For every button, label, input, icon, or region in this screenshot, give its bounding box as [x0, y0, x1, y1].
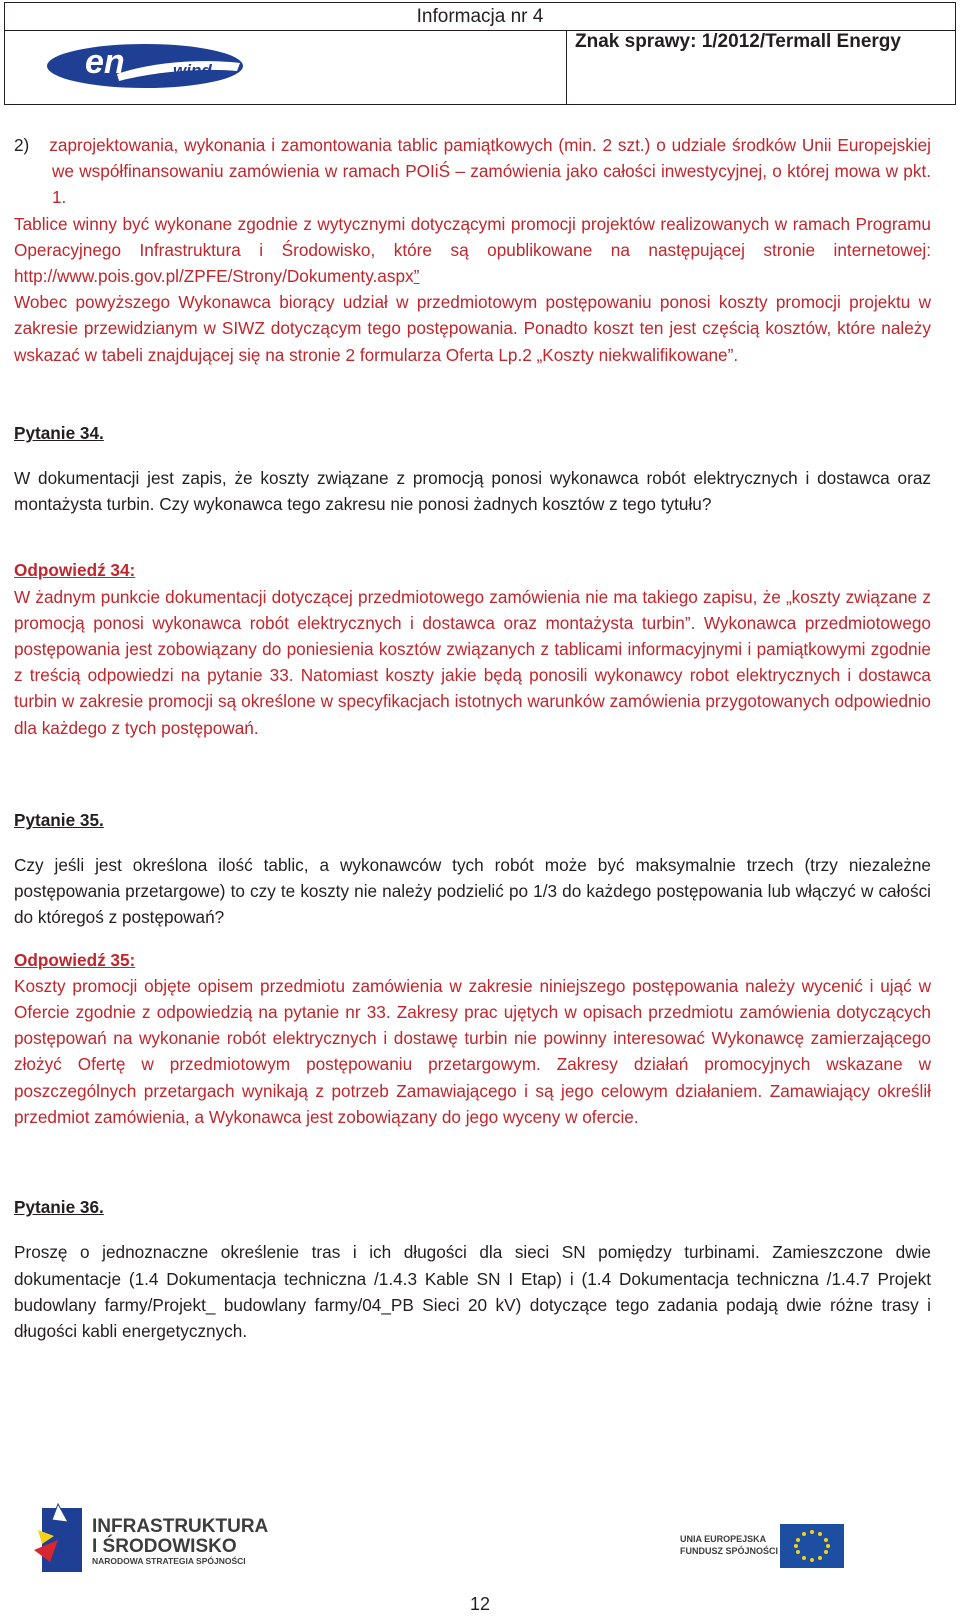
- question-34-text: W dokumentacji jest zapis, że koszty związane z promocją ponosi wykonawca robót elektrycznych i dostawca oraz montażysta turbin. Czy wykonawca tego zakresu nie ponosi żadnych kosztów z tego tytułu?: [14, 468, 931, 515]
- logo-text-wind: wind: [173, 61, 212, 80]
- promo-paragraph-tail: ”: [413, 266, 420, 287]
- ie-line1: INFRASTRUKTURA: [92, 1516, 269, 1537]
- ie-line2: I ŚRODOWISKO: [92, 1536, 237, 1557]
- eu-flag: [680, 1520, 860, 1570]
- document-body: [14, 132, 931, 1344]
- logo-cell: [5, 31, 567, 104]
- page-number: 12: [469, 1594, 491, 1614]
- logo-text-en: en: [85, 43, 125, 81]
- ie-line3: NARODOWA STRATEGIA SPÓJNOŚCI: [92, 1556, 246, 1566]
- eu-line2: FUNDUSZ SPÓJNOŚCI: [680, 1546, 779, 1556]
- eu-line1: UNIA EUROPEJSKA: [680, 1534, 767, 1544]
- answer-35-text: Koszty promocji objęte opisem przedmiotu zamówienia w zakresie niniejszego postępowania należy wycenić i ująć w Ofercie zgodnie z odpowiedzią na pytanie nr 33. Zakresy prac ujętych w opisach przedmiotu zamówienia dotyczących postępowań na wykonanie robót elektrycznych i dostawę turbin nie powinny interesować Wykonawcę zamierzającego złożyć Ofertę w przedmiotowym postępowaniu przetargowym. Zakresy działań promocyjnych wskazane w poszczególnych przetargach wynikają z potrzeb Zamawiającego i są jego celowym działaniem. Zamawiający określił przedmiot zamówienia, a Wykonawca jest zobowiązany do jego wyceny w ofercie.: [14, 975, 931, 1127]
- answer-34-heading: Odpowiedź 34:: [14, 560, 136, 581]
- promo-paragraph: [14, 211, 931, 290]
- promo-paragraph-text: Tablice winny być wykonane zgodnie z wytycznymi dotyczącymi promocji projektów realizowanych w ramach Programu Operacyjnego Infrastruktura i Środowisko, które są opublikowane na następującej stronie internetowej: http://www.pois.gov.pl/ZPFE/Strony/Dokumenty.aspx: [14, 213, 931, 287]
- answer-35-heading: Odpowiedź 35:: [14, 949, 136, 970]
- list-item-text: zaprojektowania, wykonania i zamontowania tablic pamiątkowych (min. 2 szt.) o udziale środków Unii Europejskiej we współfinansowaniu zamówienia w ramach POIiŚ – zamówienia jako całości inwestycyjnej, o której mowa w pkt. 1.: [49, 135, 931, 208]
- cost-paragraph: Wobec powyższego Wykonawca biorący udział w przedmiotowym postępowaniu ponosi koszty promocji projektu w zakresie przewidzianym w SIWZ dotyczącym tego postępowania. Ponadto koszt ten jest częścią kosztów, które należy wskazać w tabeli znajdującej się na stronie 2 formularza Oferta Lp.2 „Koszty niekwalifikowane”.: [14, 292, 931, 365]
- list-number: 2): [14, 135, 30, 155]
- answer-34-text: W żadnym punkcie dokumentacji dotyczącej przedmiotowego zamówienia nie ma takiego zapisu, że „koszty związane z promocją ponosi wykonawca robót elektrycznych i dostawca oraz montażysta turbin”. Wykonawca przedmiotowego postępowania jest zobowiązany do poniesienia kosztów związanych z tablicami informacyjnymi i pamiątkowymi zgodnie z treścią odpowiedzi na pytanie 33. Natomiast koszty jakie będą ponosili wykonawcy robot elektrycznych i dostawca turbin w zakresie promocji są określone w specyfikacjach istotnych warunków zamówienia przygotowanych odpowiednio dla każdego z tych postępowań.: [14, 586, 931, 738]
- enwind-logo: [45, 41, 245, 91]
- question-35-heading: Pytanie 35.: [14, 809, 104, 830]
- case-number: Znak sprawy: 1/2012/Termall Energy: [575, 31, 901, 52]
- question-34-heading: Pytanie 34.: [14, 422, 104, 443]
- info-title: Informacja nr 4: [416, 6, 544, 27]
- case-cell: [567, 31, 955, 104]
- question-35-text: Czy jeśli jest określona ilość tablic, a wykonawców tych robót może być maksymalnie trzech (trzy niezależne postępowania przetargowe) to czy te koszty nie należy podzielić po 1/3 do każdego postępowania lub włączyć w całości do któregoś z postępowań?: [14, 855, 931, 928]
- list-item: [14, 132, 931, 211]
- eu-logo: [680, 1520, 860, 1575]
- footer-logos: [0, 1500, 960, 1590]
- infrastruktura-srodowisko-logo: [28, 1500, 288, 1580]
- question-36-heading: Pytanie 36.: [14, 1197, 104, 1218]
- document-header: [4, 2, 956, 105]
- question-36-text: Proszę o jednoznaczne określenie tras i ich długości dla sieci SN pomiędzy turbinami. Zamieszczone dwie dokumentacje (1.4 Dokumentacja techniczna /1.4.3 Kable SN I Etap) i (1.4 Dokumentacja techniczna /1.4.7 Projekt budowlany farmy/Projekt_ budowlany farmy/04_PB Sieci 20 kV) dotyczące tego zadania podają dwie różne trasy i długości kabli energetycznych.: [14, 1242, 931, 1341]
